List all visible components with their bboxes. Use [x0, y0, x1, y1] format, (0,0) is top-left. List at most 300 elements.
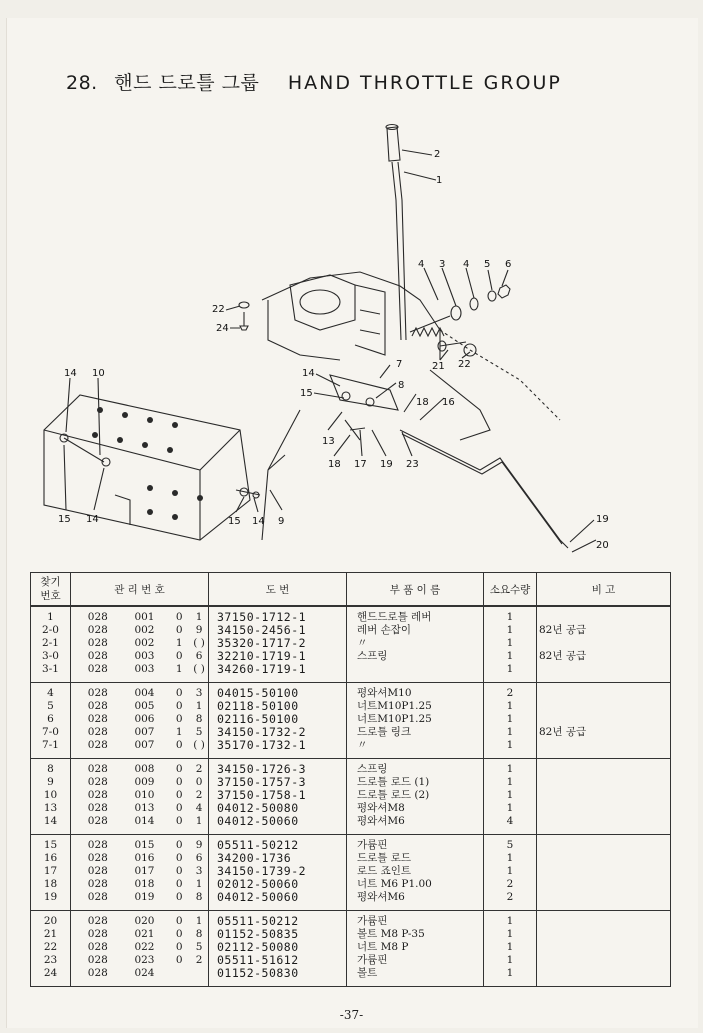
part-name: 〃 [357, 739, 368, 751]
ref-number: 20 [43, 915, 58, 927]
management-code [73, 700, 206, 713]
header-management-no: 관 리 번 호 [71, 573, 209, 607]
ref-number: 7-0 [42, 726, 59, 738]
mgmt-c: 0 [175, 954, 183, 966]
callout-5: 5 [484, 259, 491, 270]
mgmt-d: 6 [195, 650, 203, 662]
management-code [73, 891, 206, 904]
callout-18-right: 18 [416, 397, 429, 408]
quantity: 1 [506, 776, 514, 788]
mgmt-b: 024 [134, 967, 155, 979]
table-row [31, 911, 671, 987]
mgmt-a: 028 [87, 852, 108, 864]
part-name: 평와셔M6 [357, 891, 405, 903]
remark [539, 739, 668, 752]
drawing-number: 34150-1726-3 [217, 762, 307, 776]
part-name: 평와셔M10 [357, 687, 412, 699]
drawing-number: 01152-50830 [217, 966, 299, 980]
mgmt-b: 007 [134, 739, 155, 751]
parts-table [30, 572, 671, 987]
quantity: 1 [506, 789, 514, 801]
part-name: 너트 M6 P1.00 [357, 878, 432, 890]
mgmt-b: 020 [134, 915, 155, 927]
drawing-number: 02118-50100 [217, 699, 299, 713]
ref-number: 6 [47, 713, 54, 725]
mgmt-b: 021 [134, 928, 155, 940]
mgmt-a: 028 [87, 763, 108, 775]
table-row [31, 683, 671, 759]
mgmt-b: 010 [134, 789, 155, 801]
quantity: 1 [506, 624, 514, 636]
quantity: 1 [506, 865, 514, 877]
mgmt-c: 0 [175, 815, 183, 827]
part-name: 볼트 [357, 967, 378, 979]
management-code [73, 815, 206, 828]
mgmt-c: 0 [175, 865, 183, 877]
mgmt-d: 1 [195, 700, 203, 712]
part-name: 가륨핀 [357, 915, 388, 927]
remark [539, 713, 668, 726]
drawing-number: 37150-1712-1 [217, 610, 307, 624]
mgmt-c: 0 [175, 624, 183, 636]
part-name: 스프링 [357, 763, 388, 775]
callout-14-lower-right: 14 [252, 516, 265, 527]
mgmt-b: 007 [134, 726, 155, 738]
mgmt-d: 1 [195, 611, 203, 623]
mgmt-c: 1 [175, 663, 183, 675]
mgmt-d: ( ) [193, 637, 205, 649]
mgmt-a: 028 [87, 815, 108, 827]
mgmt-c: 0 [175, 852, 183, 864]
quantity: 5 [506, 839, 514, 851]
mgmt-a: 028 [87, 865, 108, 877]
remark [539, 967, 668, 980]
quantity: 1 [506, 637, 514, 649]
mgmt-c: 0 [175, 839, 183, 851]
table-group [31, 683, 671, 759]
remark [539, 611, 668, 624]
mgmt-b: 017 [134, 865, 155, 877]
callout-23: 23 [406, 459, 419, 470]
header-remark: 비 고 [537, 573, 671, 607]
drawing-number: 05511-50212 [217, 914, 299, 928]
ref-number: 18 [43, 878, 58, 890]
mgmt-a: 028 [87, 611, 108, 623]
part-name: 드로틀 링크 [357, 726, 412, 738]
quantity: 1 [506, 967, 514, 979]
mgmt-d [192, 967, 206, 980]
part-name: 볼트 M8 P-35 [357, 928, 425, 940]
mgmt-a: 028 [87, 915, 108, 927]
callout-24: 24 [216, 323, 229, 334]
callout-2: 2 [434, 149, 441, 160]
management-code [73, 713, 206, 726]
mgmt-d: 6 [195, 852, 203, 864]
management-code [73, 839, 206, 852]
callout-15-left: 15 [58, 514, 71, 525]
part-name: 드로틀 로드 (1) [357, 776, 430, 788]
drawing-number: 04012-50080 [217, 801, 299, 815]
drawing-number: 01152-50835 [217, 927, 299, 941]
callout-9: 9 [278, 516, 285, 527]
mgmt-d: 2 [195, 954, 203, 966]
mgmt-c: 0 [175, 941, 183, 953]
management-code [73, 687, 206, 700]
part-name: 평와셔M8 [357, 802, 405, 814]
ref-number: 2-1 [42, 637, 59, 649]
mgmt-d: 5 [195, 941, 203, 953]
header-part-name: 부 품 이 름 [347, 573, 484, 607]
mgmt-d: 8 [195, 713, 203, 725]
callout-3: 3 [439, 259, 446, 270]
mgmt-a: 028 [87, 928, 108, 940]
header-no: 찾기 번호 [31, 573, 71, 607]
management-code [73, 928, 206, 941]
ref-number: 10 [43, 789, 58, 801]
remark [539, 915, 668, 928]
section-number: 28. [66, 72, 98, 94]
management-code [73, 967, 206, 980]
quantity: 2 [506, 878, 514, 890]
part-name: 너트 M8 P [357, 941, 409, 953]
callout-8: 8 [398, 380, 405, 391]
mgmt-d: 8 [195, 891, 203, 903]
quantity: 4 [506, 815, 514, 827]
management-code [73, 726, 206, 739]
management-code [73, 650, 206, 663]
drawing-number: 02012-50060 [217, 877, 299, 891]
management-code [73, 739, 206, 752]
mgmt-d: 2 [195, 789, 203, 801]
mgmt-a: 028 [87, 941, 108, 953]
title-english: HAND THROTTLE GROUP [287, 72, 562, 94]
drawing-number: 34260-1719-1 [217, 662, 307, 676]
part-name: 너트M10P1.25 [357, 700, 432, 712]
callout-1: 1 [436, 175, 443, 186]
remark [539, 815, 668, 828]
callout-14-left: 14 [64, 368, 77, 379]
callout-16: 16 [442, 397, 455, 408]
remark [539, 763, 668, 776]
callout-13: 13 [322, 436, 335, 447]
quantity: 1 [506, 726, 514, 738]
table-header-row [31, 573, 671, 607]
ref-number: 16 [43, 852, 58, 864]
ref-number: 7-1 [42, 739, 59, 751]
table-row [31, 759, 671, 835]
quantity: 2 [506, 891, 514, 903]
part-name: 평와셔M6 [357, 815, 405, 827]
management-code [73, 941, 206, 954]
table-group [31, 606, 671, 683]
callout-14-mid: 14 [302, 368, 315, 379]
mgmt-d: 5 [195, 726, 203, 738]
mgmt-b: 022 [134, 941, 155, 953]
quantity: 1 [506, 915, 514, 927]
part-name: 가륨핀 [357, 954, 388, 966]
callout-4b: 4 [463, 259, 470, 270]
mgmt-d: 1 [195, 915, 203, 927]
part-name: 핸드드로틀 레버 [357, 611, 432, 623]
drawing-number: 34200-1736 [217, 851, 292, 865]
callout-4: 4 [418, 259, 425, 270]
remark [539, 687, 668, 700]
management-code [73, 611, 206, 624]
remark: 82년 공급 [539, 624, 587, 636]
part-name [357, 663, 481, 676]
page-number: -37- [339, 1008, 364, 1022]
mgmt-b: 023 [134, 954, 155, 966]
callout-19: 19 [380, 459, 393, 470]
quantity: 1 [506, 928, 514, 940]
ref-number: 14 [43, 815, 58, 827]
part-name: 드로틀 로드 (2) [357, 789, 430, 801]
ref-number: 21 [43, 928, 58, 940]
part-name: 스프링 [357, 650, 388, 662]
quantity: 1 [506, 802, 514, 814]
callout-17: 17 [354, 459, 367, 470]
mgmt-c: 0 [175, 739, 183, 751]
management-code [73, 852, 206, 865]
part-name: 너트M10P1.25 [357, 713, 432, 725]
part-name: 드로틀 로드 [357, 852, 412, 864]
mgmt-d: 8 [195, 928, 203, 940]
mgmt-b: 006 [134, 713, 155, 725]
drawing-number: 32210-1719-1 [217, 649, 307, 663]
remark [539, 865, 668, 878]
mgmt-b: 004 [134, 687, 155, 699]
ref-number: 24 [43, 967, 58, 979]
mgmt-c: 0 [175, 928, 183, 940]
mgmt-d: 4 [195, 802, 203, 814]
mgmt-b: 018 [134, 878, 155, 890]
part-name: 로드 죠인트 [357, 865, 412, 877]
mgmt-b: 005 [134, 700, 155, 712]
mgmt-d: 1 [195, 815, 203, 827]
remark [539, 637, 668, 650]
callout-10: 10 [92, 368, 105, 379]
remark [539, 852, 668, 865]
remark [539, 663, 668, 676]
mgmt-c: 0 [175, 802, 183, 814]
ref-number: 17 [43, 865, 58, 877]
callout-18: 18 [328, 459, 341, 470]
ref-number: 19 [43, 891, 58, 903]
remark [539, 878, 668, 891]
mgmt-a: 028 [87, 878, 108, 890]
remark [539, 700, 668, 713]
drawing-number: 02116-50100 [217, 712, 299, 726]
quantity: 1 [506, 852, 514, 864]
mgmt-d: 2 [195, 763, 203, 775]
mgmt-a: 028 [87, 954, 108, 966]
mgmt-d: ( ) [193, 663, 205, 675]
mgmt-d: 3 [195, 687, 203, 699]
mgmt-c: 0 [175, 700, 183, 712]
drawing-number: 34150-1732-2 [217, 725, 307, 739]
mgmt-b: 001 [134, 611, 155, 623]
ref-number: 1 [47, 611, 54, 623]
quantity: 1 [506, 941, 514, 953]
remark [539, 954, 668, 967]
mgmt-a: 028 [87, 802, 108, 814]
mgmt-c: 0 [175, 789, 183, 801]
mgmt-d: ( ) [193, 739, 205, 751]
mgmt-c: 1 [175, 637, 183, 649]
remark [539, 891, 668, 904]
ref-number: 23 [43, 954, 58, 966]
mgmt-c: 0 [175, 650, 183, 662]
mgmt-a: 028 [87, 700, 108, 712]
drawing-number: 04012-50060 [217, 814, 299, 828]
management-code [73, 637, 206, 650]
management-code [73, 954, 206, 967]
callout-21: 21 [432, 361, 445, 372]
drawing-number: 04015-50100 [217, 686, 299, 700]
callout-19-far: 19 [596, 514, 609, 525]
mgmt-b: 016 [134, 852, 155, 864]
mgmt-c: 0 [175, 776, 183, 788]
ref-number: 2-0 [42, 624, 59, 636]
mgmt-b: 019 [134, 891, 155, 903]
drawing-number: 37150-1757-3 [217, 775, 307, 789]
mgmt-c: 0 [175, 763, 183, 775]
management-code [73, 763, 206, 776]
ref-number: 22 [43, 941, 58, 953]
mgmt-a: 028 [87, 789, 108, 801]
table-group [31, 759, 671, 835]
management-code [73, 802, 206, 815]
mgmt-a: 028 [87, 663, 108, 675]
management-code [73, 776, 206, 789]
remark: 82년 공급 [539, 650, 587, 662]
management-code [73, 663, 206, 676]
ref-number: 15 [43, 839, 58, 851]
ref-number: 3-1 [42, 663, 59, 675]
remark [539, 928, 668, 941]
mgmt-a: 028 [87, 839, 108, 851]
quantity: 1 [506, 663, 514, 675]
mgmt-a: 028 [87, 726, 108, 738]
drawing-number: 37150-1758-1 [217, 788, 307, 802]
remark [539, 941, 668, 954]
quantity: 1 [506, 763, 514, 775]
mgmt-c: 0 [175, 713, 183, 725]
mgmt-c [166, 967, 192, 980]
mgmt-c: 0 [175, 611, 183, 623]
remark [539, 839, 668, 852]
ref-number: 8 [47, 763, 54, 775]
mgmt-c: 0 [175, 891, 183, 903]
ref-number: 3-0 [42, 650, 59, 662]
mgmt-a: 028 [87, 687, 108, 699]
drawing-number: 34150-1739-2 [217, 864, 307, 878]
table-group [31, 911, 671, 987]
quantity: 1 [506, 713, 514, 725]
mgmt-a: 028 [87, 713, 108, 725]
mgmt-b: 014 [134, 815, 155, 827]
ref-number: 5 [47, 700, 54, 712]
drawing-number: 05511-51612 [217, 953, 299, 967]
mgmt-d: 9 [195, 624, 203, 636]
quantity: 1 [506, 650, 514, 662]
drawing-number: 05511-50212 [217, 838, 299, 852]
part-name: 가륨핀 [357, 839, 388, 851]
mgmt-c: 0 [175, 878, 183, 890]
mgmt-b: 003 [134, 663, 155, 675]
table-group [31, 835, 671, 911]
callout-7: 7 [396, 359, 403, 370]
table-row [31, 606, 671, 683]
quantity: 1 [506, 954, 514, 966]
remark: 82년 공급 [539, 726, 587, 738]
drawing-number: 35170-1732-1 [217, 738, 307, 752]
mgmt-a: 028 [87, 891, 108, 903]
mgmt-a: 028 [87, 776, 108, 788]
quantity: 1 [506, 700, 514, 712]
drawing-number: 35320-1717-2 [217, 636, 307, 650]
management-code [73, 789, 206, 802]
mgmt-a: 028 [87, 739, 108, 751]
mgmt-d: 1 [195, 878, 203, 890]
ref-number: 9 [47, 776, 54, 788]
header-drawing-no: 도 번 [209, 573, 347, 607]
remark [539, 789, 668, 802]
mgmt-b: 009 [134, 776, 155, 788]
part-name: 〃 [357, 637, 368, 649]
mgmt-b: 003 [134, 650, 155, 662]
callout-20: 20 [596, 540, 609, 551]
mgmt-a: 028 [87, 624, 108, 636]
ref-number: 13 [43, 802, 58, 814]
mgmt-c: 0 [175, 915, 183, 927]
mgmt-d: 0 [195, 776, 203, 788]
management-code [73, 865, 206, 878]
mgmt-b: 015 [134, 839, 155, 851]
mgmt-b: 002 [134, 637, 155, 649]
drawing-number: 04012-50060 [217, 890, 299, 904]
part-name: 레버 손잡이 [357, 624, 412, 636]
quantity: 1 [506, 739, 514, 751]
header-qty: 소요수량 [484, 573, 537, 607]
callout-15-lower: 15 [228, 516, 241, 527]
ref-number: 4 [47, 687, 54, 699]
management-code [73, 624, 206, 637]
remark [539, 802, 668, 815]
callout-15-mid: 15 [300, 388, 313, 399]
callout-14-lower: 14 [86, 514, 99, 525]
title-korean: 핸드 드로틀 그룹 [114, 72, 260, 94]
mgmt-c: 1 [175, 726, 183, 738]
table-row [31, 835, 671, 911]
mgmt-b: 002 [134, 624, 155, 636]
mgmt-b: 013 [134, 802, 155, 814]
mgmt-d: 9 [195, 839, 203, 851]
callout-6: 6 [505, 259, 512, 270]
mgmt-b: 008 [134, 763, 155, 775]
mgmt-a: 028 [87, 967, 108, 979]
remark [539, 776, 668, 789]
callout-22: 22 [458, 359, 471, 370]
mgmt-c: 0 [175, 687, 183, 699]
management-code [73, 915, 206, 928]
mgmt-a: 028 [87, 650, 108, 662]
mgmt-a: 028 [87, 637, 108, 649]
management-code [73, 878, 206, 891]
drawing-number: 02112-50080 [217, 940, 299, 954]
mgmt-d: 3 [195, 865, 203, 877]
callout-22-top: 22 [212, 304, 225, 315]
